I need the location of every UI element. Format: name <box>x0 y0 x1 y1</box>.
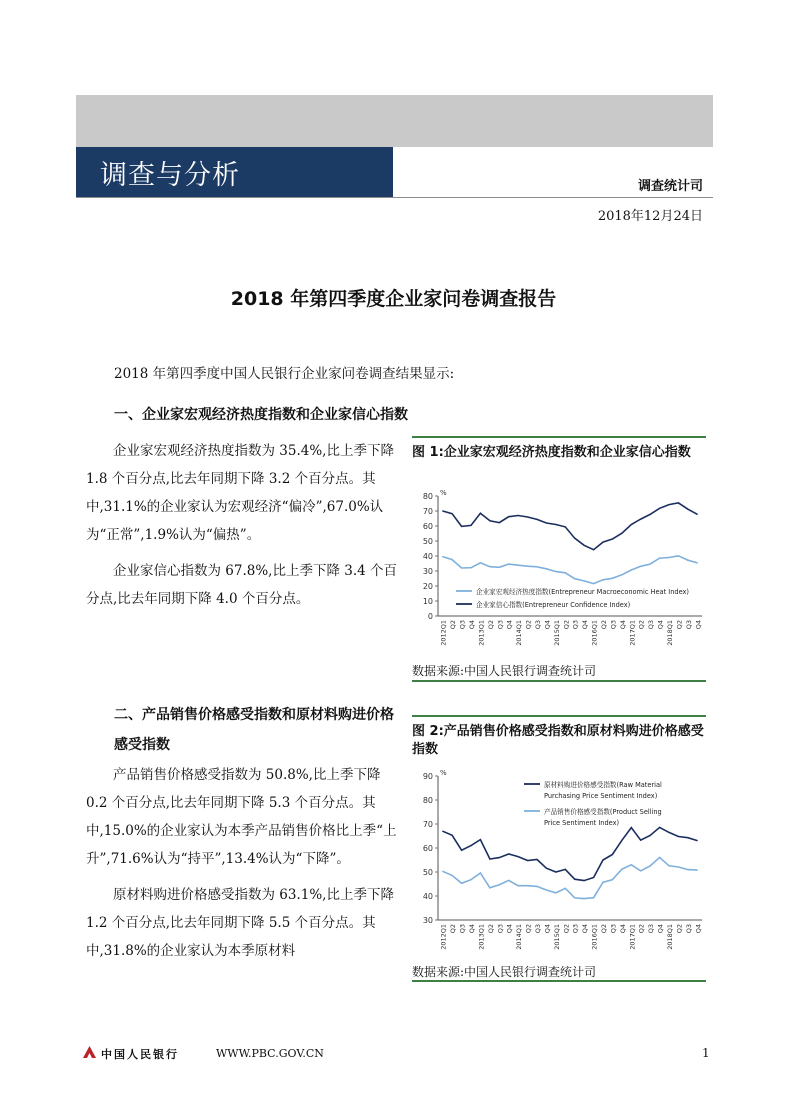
data-point <box>678 555 679 556</box>
x-tick-label: Q2 <box>600 924 608 934</box>
footer-bank-name: 中国人民银行 <box>101 1048 179 1061</box>
data-point <box>499 522 500 523</box>
data-point <box>461 567 462 568</box>
y-tick-label: 90 <box>422 772 433 781</box>
y-tick-label: 70 <box>422 820 433 829</box>
data-point <box>593 549 594 550</box>
data-point <box>612 854 613 855</box>
x-tick-label: Q2 <box>486 924 495 934</box>
data-point <box>687 560 688 561</box>
section1-heading: 一、企业家宏观经济热度指数和企业家信心指数 <box>114 407 408 423</box>
data-point <box>565 869 566 870</box>
data-point <box>480 513 481 514</box>
data-point <box>499 884 500 885</box>
data-point <box>584 545 585 546</box>
data-point <box>650 865 651 866</box>
data-point <box>574 897 575 898</box>
data-point <box>631 827 632 828</box>
legend-label: 原材料购进价格感受指数(Raw Material <box>544 781 662 789</box>
x-tick-label: 2016Q1 <box>590 620 599 646</box>
data-point <box>452 559 453 560</box>
data-point <box>602 541 603 542</box>
data-point <box>584 580 585 581</box>
y-tick-label: 80 <box>422 492 433 501</box>
figure-title: 图 2:产品销售价格感受指数和原材料购进价格感受指数 <box>412 724 704 757</box>
x-tick-label: 2015Q1 <box>552 924 561 950</box>
legend-label: 企业家信心指数(Entrepreneur Confidence Index) <box>476 601 631 609</box>
data-point <box>442 510 443 511</box>
series-line <box>443 857 698 898</box>
x-tick-label: 2013Q1 <box>477 620 486 646</box>
data-point <box>602 579 603 580</box>
data-point <box>574 578 575 579</box>
data-point <box>697 514 698 515</box>
data-point <box>640 839 641 840</box>
data-point <box>687 509 688 510</box>
data-point <box>536 886 537 887</box>
x-tick-label: Q3 <box>647 924 656 934</box>
data-point <box>650 514 651 515</box>
unit-label: % <box>440 769 447 777</box>
x-tick-label: Q4 <box>468 924 476 934</box>
y-tick-label: 60 <box>422 844 433 853</box>
data-point <box>668 504 669 505</box>
series-line <box>443 503 698 550</box>
y-tick-label: 30 <box>422 916 433 925</box>
legend-label: Price Sentiment Index) <box>544 819 620 827</box>
data-point <box>631 524 632 525</box>
data-point <box>546 889 547 890</box>
data-point <box>584 880 585 881</box>
data-point <box>442 556 443 557</box>
x-tick-label: Q3 <box>496 620 505 630</box>
data-point <box>593 897 594 898</box>
x-tick-label: 2018Q1 <box>666 924 674 950</box>
x-tick-label: Q4 <box>468 620 476 630</box>
pboc-logo-icon <box>82 1045 97 1060</box>
y-tick-label: 20 <box>422 582 433 591</box>
data-point <box>555 871 556 872</box>
data-point <box>518 856 519 857</box>
header-band <box>76 95 713 147</box>
x-tick-label: 2014Q1 <box>515 620 524 646</box>
x-tick-label: Q3 <box>684 620 693 630</box>
x-tick-label: Q2 <box>449 620 458 630</box>
report-title: 2018 年第四季度企业家问卷调查报告 <box>230 288 557 310</box>
data-point <box>536 859 537 860</box>
data-point <box>631 569 632 570</box>
data-point <box>584 898 585 899</box>
data-point <box>612 578 613 579</box>
y-tick-label: 70 <box>422 507 433 516</box>
x-tick-label: Q4 <box>656 620 665 630</box>
data-point <box>621 533 622 534</box>
data-point <box>678 502 679 503</box>
x-tick-label: Q3 <box>571 620 580 630</box>
x-tick-label: Q2 <box>675 620 684 630</box>
x-tick-label: Q3 <box>496 924 505 934</box>
x-tick-label: Q4 <box>656 924 665 934</box>
section-title: 调查与分析 <box>100 160 240 191</box>
figure1 <box>412 436 706 462</box>
x-tick-label: 2012Q1 <box>439 924 448 950</box>
data-point <box>640 519 641 520</box>
data-point <box>508 880 509 881</box>
data-point <box>546 568 547 569</box>
x-tick-label: 2017Q1 <box>628 924 637 950</box>
y-tick-label: 0 <box>427 612 433 621</box>
data-point <box>461 850 462 851</box>
figure-rule <box>412 980 706 982</box>
data-point <box>470 525 471 526</box>
section2-paragraph: 产品销售价格感受指数为 50.8%,比上季下降 0.2 个百分点,比去年同期下降 5.3 个百分点。其中,15.0%的企业家认为本季产品销售价格比上季“上升”,71.6%认为“持平”,13.4%认为“下降”。 <box>86 767 397 867</box>
x-tick-label: Q2 <box>637 924 646 934</box>
x-tick-label: Q4 <box>618 924 627 934</box>
data-point <box>659 508 660 509</box>
y-tick-label: 40 <box>422 552 433 561</box>
data-point <box>687 837 688 838</box>
figure-source: 数据来源:中国人民银行调查统计司 <box>412 965 597 979</box>
data-point <box>527 516 528 517</box>
y-tick-label: 50 <box>422 868 433 877</box>
data-point <box>518 565 519 566</box>
x-tick-label: 2017Q1 <box>628 620 637 646</box>
x-tick-label: Q3 <box>609 620 618 630</box>
data-point <box>668 865 669 866</box>
data-point <box>470 845 471 846</box>
data-point <box>678 836 679 837</box>
data-point <box>461 526 462 527</box>
y-tick-label: 50 <box>422 537 433 546</box>
x-tick-label: Q3 <box>534 924 542 934</box>
x-tick-label: Q4 <box>543 924 552 934</box>
section2-heading: 二、产品销售价格感受指数和原材料购进价格感受指数 <box>114 707 394 753</box>
x-tick-label: Q3 <box>609 924 618 934</box>
data-point <box>621 840 622 841</box>
x-tick-label: 2012Q1 <box>439 620 448 646</box>
data-point <box>461 883 462 884</box>
x-tick-label: Q4 <box>581 924 590 934</box>
data-point <box>659 558 660 559</box>
x-tick-label: Q3 <box>458 924 467 934</box>
series-line <box>443 556 698 584</box>
data-point <box>659 857 660 858</box>
data-point <box>668 557 669 558</box>
figure-rule <box>412 715 706 717</box>
data-point <box>602 882 603 883</box>
section1-paragraph: 企业家信心指数为 67.8%,比上季下降 3.4 个百分点,比去年同期下降 4.0 个百分点。 <box>86 563 398 607</box>
data-point <box>527 885 528 886</box>
data-point <box>612 879 613 880</box>
chart2 <box>412 766 708 962</box>
data-point <box>650 564 651 565</box>
data-point <box>546 522 547 523</box>
x-tick-label: Q4 <box>505 620 514 630</box>
data-point <box>480 872 481 873</box>
intro-paragraph: 2018 年第四季度中国人民银行企业家问卷调查结果显示: <box>114 366 455 382</box>
x-tick-label: 2016Q1 <box>590 924 599 950</box>
y-tick-label: 60 <box>422 522 433 531</box>
x-tick-label: 2014Q1 <box>515 924 524 950</box>
data-point <box>574 538 575 539</box>
x-tick-label: Q4 <box>543 620 552 630</box>
data-point <box>659 827 660 828</box>
data-point <box>480 839 481 840</box>
y-tick-label: 30 <box>422 567 433 576</box>
data-point <box>489 520 490 521</box>
data-point <box>612 538 613 539</box>
unit-label: % <box>440 489 447 497</box>
report-date: 2018年12月24日 <box>597 209 703 224</box>
x-tick-label: Q2 <box>562 620 571 630</box>
y-tick-label: 40 <box>422 892 433 901</box>
data-point <box>508 516 509 517</box>
data-point <box>565 572 566 573</box>
data-point <box>631 864 632 865</box>
data-point <box>527 566 528 567</box>
data-point <box>452 513 453 514</box>
data-point <box>508 853 509 854</box>
x-tick-label: Q3 <box>571 924 580 934</box>
data-point <box>697 562 698 563</box>
x-tick-label: Q4 <box>581 620 590 630</box>
data-point <box>527 860 528 861</box>
data-point <box>489 887 490 888</box>
figure-rule <box>412 436 706 438</box>
data-point <box>640 566 641 567</box>
data-point <box>518 885 519 886</box>
data-point <box>593 877 594 878</box>
data-point <box>574 879 575 880</box>
data-point <box>452 835 453 836</box>
data-point <box>452 875 453 876</box>
section1-paragraph: 企业家宏观经济热度指数为 35.4%,比上季下降 1.8 个百分点,比去年同期下降 3.2 个百分点。其中,31.1%的企业家认为宏观经济“偏冷”,67.0%认为“正常”,1.9%认为“偏热”。 <box>86 443 394 543</box>
data-point <box>442 831 443 832</box>
data-point <box>697 869 698 870</box>
x-tick-label: Q2 <box>449 924 458 934</box>
legend-label: 产品销售价格感受指数(Product Selling <box>544 808 662 816</box>
figure-title: 图 1:企业家宏观经济热度指数和企业家信心指数 <box>412 445 691 460</box>
data-point <box>480 562 481 563</box>
legend-label: Purchasing Price Sentiment Index) <box>544 792 658 800</box>
data-point <box>555 892 556 893</box>
x-tick-label: Q2 <box>524 924 533 934</box>
data-point <box>565 526 566 527</box>
x-tick-label: Q3 <box>458 620 467 630</box>
data-point <box>442 871 443 872</box>
page-number: 1 <box>702 1046 710 1060</box>
figure-rule <box>412 680 706 682</box>
x-tick-label: Q4 <box>618 620 627 630</box>
data-point <box>489 566 490 567</box>
department-label: 调查统计司 <box>637 179 703 194</box>
x-tick-label: Q4 <box>694 620 703 630</box>
x-tick-label: 2018Q1 <box>666 620 674 646</box>
data-point <box>489 858 490 859</box>
x-tick-label: Q2 <box>600 620 608 630</box>
data-point <box>555 524 556 525</box>
data-point <box>499 857 500 858</box>
x-tick-label: Q2 <box>637 620 646 630</box>
x-tick-label: 2015Q1 <box>552 620 561 646</box>
data-point <box>650 835 651 836</box>
section2-paragraph: 原材料购进价格感受指数为 63.1%,比上季下降 1.2 个百分点,比去年同期下降 5.5 个百分点。其中,31.8%的企业家认为本季原材料 <box>86 887 394 959</box>
x-tick-label: Q3 <box>684 924 693 934</box>
data-point <box>499 567 500 568</box>
x-tick-label: 2013Q1 <box>477 924 486 950</box>
y-tick-label: 80 <box>422 796 433 805</box>
data-point <box>640 870 641 871</box>
data-point <box>593 583 594 584</box>
figure2 <box>412 715 706 759</box>
data-point <box>668 832 669 833</box>
data-point <box>697 840 698 841</box>
data-point <box>470 879 471 880</box>
x-tick-label: Q3 <box>647 620 656 630</box>
x-tick-label: Q2 <box>562 924 571 934</box>
data-point <box>555 571 556 572</box>
chart1 <box>412 486 708 658</box>
x-tick-label: Q4 <box>694 924 703 934</box>
data-point <box>565 888 566 889</box>
x-tick-label: Q2 <box>486 620 495 630</box>
data-point <box>508 564 509 565</box>
section1-body <box>86 437 404 613</box>
x-tick-label: Q4 <box>505 924 514 934</box>
data-point <box>687 869 688 870</box>
header-rule <box>76 197 713 198</box>
figure-source: 数据来源:中国人民银行调查统计司 <box>412 664 597 678</box>
data-point <box>678 866 679 867</box>
data-point <box>536 566 537 567</box>
x-tick-label: Q2 <box>524 620 533 630</box>
footer-url[interactable]: WWW.PBC.GOV.CN <box>216 1047 324 1060</box>
data-point <box>536 519 537 520</box>
x-tick-label: Q2 <box>675 924 684 934</box>
data-point <box>546 868 547 869</box>
x-tick-label: Q3 <box>534 620 542 630</box>
data-point <box>621 869 622 870</box>
legend-label: 企业家宏观经济热度指数(Entrepreneur Macroeconomic Heat Index) <box>476 588 690 596</box>
data-point <box>602 859 603 860</box>
data-point <box>518 515 519 516</box>
data-point <box>621 574 622 575</box>
data-point <box>470 567 471 568</box>
section2-body <box>86 761 404 965</box>
y-tick-label: 10 <box>422 597 433 606</box>
